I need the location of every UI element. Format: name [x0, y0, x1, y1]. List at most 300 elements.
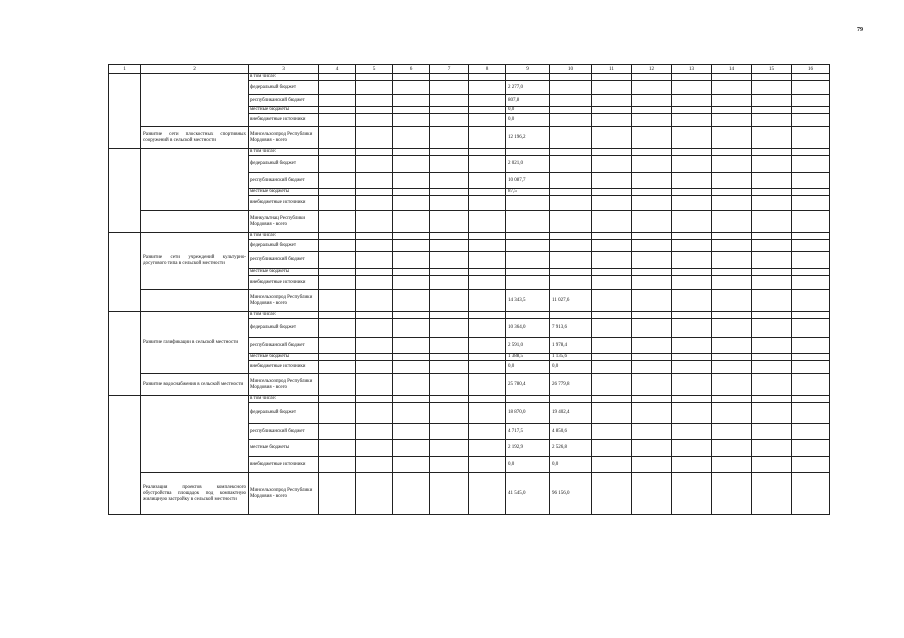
empty-cell	[792, 149, 830, 156]
empty-cell	[319, 156, 356, 173]
empty-cell	[672, 374, 712, 396]
empty-cell	[712, 189, 752, 196]
empty-cell	[792, 290, 830, 312]
empty-cell	[356, 269, 393, 276]
empty-cell	[430, 107, 469, 114]
empty-cell	[356, 211, 393, 233]
source-label-cell: местные бюджеты	[249, 107, 319, 114]
empty-cell	[592, 354, 632, 361]
empty-cell	[752, 189, 792, 196]
empty-cell	[469, 424, 506, 440]
empty-cell	[712, 403, 752, 424]
source-label-cell: внебюджетные источники	[249, 457, 319, 473]
empty-cell	[792, 457, 830, 473]
empty-cell	[592, 403, 632, 424]
empty-cell	[469, 473, 506, 515]
empty-cell	[393, 114, 430, 127]
empty-cell	[356, 156, 393, 173]
empty-cell	[792, 269, 830, 276]
empty-cell	[393, 440, 430, 457]
value-cell-col9	[506, 211, 550, 233]
table-row	[109, 74, 830, 81]
source-label-cell: Минсельхозпрод Республики Мордовия - всего	[249, 374, 319, 396]
empty-cell	[469, 107, 506, 114]
empty-cell	[752, 149, 792, 156]
value-cell-col9	[506, 240, 550, 252]
empty-cell	[469, 252, 506, 269]
empty-cell	[319, 240, 356, 252]
empty-cell	[752, 156, 792, 173]
empty-cell	[393, 196, 430, 211]
source-label-cell: в том числе:	[249, 312, 319, 319]
empty-cell	[356, 189, 393, 196]
value-cell-col10	[550, 156, 592, 173]
value-cell-col9	[506, 396, 550, 403]
empty-cell	[356, 396, 393, 403]
empty-cell	[393, 107, 430, 114]
empty-cell	[393, 127, 430, 149]
empty-cell	[792, 107, 830, 114]
empty-cell	[356, 319, 393, 338]
empty-cell	[792, 233, 830, 240]
source-label-cell: федеральный бюджет	[249, 81, 319, 95]
empty-cell	[356, 196, 393, 211]
empty-cell	[393, 240, 430, 252]
empty-cell	[469, 354, 506, 361]
header-cell: 4	[319, 65, 356, 74]
value-cell-col10: 0,0	[550, 457, 592, 473]
empty-cell	[752, 361, 792, 374]
value-cell-col9: 25 780,4	[506, 374, 550, 396]
value-cell-col10	[550, 127, 592, 149]
empty-cell	[792, 114, 830, 127]
empty-cell	[469, 127, 506, 149]
value-cell-col9	[506, 74, 550, 81]
empty-cell	[469, 95, 506, 107]
source-label-cell: в том числе:	[249, 74, 319, 81]
empty-cell	[752, 74, 792, 81]
value-cell-col9	[506, 269, 550, 276]
value-cell-col10	[550, 149, 592, 156]
value-cell-col9: 14 343,5	[506, 290, 550, 312]
empty-cell	[430, 457, 469, 473]
empty-cell	[712, 361, 752, 374]
empty-cell	[469, 440, 506, 457]
empty-cell	[393, 252, 430, 269]
empty-cell	[319, 233, 356, 240]
empty-cell	[356, 252, 393, 269]
empty-cell	[592, 269, 632, 276]
value-cell-col9	[506, 252, 550, 269]
empty-cell	[393, 354, 430, 361]
empty-cell	[393, 403, 430, 424]
empty-cell	[469, 173, 506, 189]
empty-cell	[469, 269, 506, 276]
empty-cell	[712, 107, 752, 114]
empty-cell	[752, 319, 792, 338]
source-label-cell: внебюджетные источники	[249, 276, 319, 290]
empty-cell	[752, 276, 792, 290]
empty-cell	[752, 440, 792, 457]
value-cell-col10	[550, 233, 592, 240]
empty-cell	[632, 233, 672, 240]
value-cell-col10: 0,0	[550, 361, 592, 374]
empty-cell	[430, 95, 469, 107]
value-cell-col10	[550, 252, 592, 269]
empty-cell	[393, 149, 430, 156]
empty-cell	[632, 149, 672, 156]
empty-cell	[792, 211, 830, 233]
empty-cell	[632, 127, 672, 149]
empty-cell	[672, 189, 712, 196]
value-cell-col10	[550, 269, 592, 276]
empty-cell	[319, 290, 356, 312]
empty-cell	[469, 319, 506, 338]
empty-cell	[393, 173, 430, 189]
empty-cell	[752, 107, 792, 114]
empty-cell	[792, 74, 830, 81]
measure-cell-empty	[141, 396, 249, 473]
empty-cell	[356, 276, 393, 290]
source-label-cell: республиканский бюджет	[249, 338, 319, 354]
empty-cell	[430, 403, 469, 424]
empty-cell	[469, 233, 506, 240]
empty-cell	[632, 424, 672, 440]
empty-cell	[356, 74, 393, 81]
empty-cell	[356, 240, 393, 252]
empty-cell	[592, 95, 632, 107]
empty-cell	[393, 156, 430, 173]
table-row	[109, 127, 830, 149]
measure-cell-empty	[141, 211, 249, 233]
header-cell: 5	[356, 65, 393, 74]
empty-cell	[592, 276, 632, 290]
empty-cell	[319, 211, 356, 233]
empty-cell	[430, 189, 469, 196]
source-label-cell: в том числе:	[249, 233, 319, 240]
empty-cell	[592, 81, 632, 95]
empty-cell	[672, 312, 712, 319]
empty-cell	[319, 440, 356, 457]
header-cell: 8	[469, 65, 506, 74]
value-cell-col10: 96 156,0	[550, 473, 592, 515]
empty-cell	[632, 81, 672, 95]
empty-cell	[632, 252, 672, 269]
empty-cell	[712, 319, 752, 338]
empty-cell	[672, 396, 712, 403]
empty-cell	[712, 473, 752, 515]
empty-cell	[712, 424, 752, 440]
empty-cell	[792, 440, 830, 457]
empty-cell	[592, 114, 632, 127]
empty-cell	[356, 403, 393, 424]
header-cell: 3	[249, 65, 319, 74]
value-cell-col10	[550, 196, 592, 211]
empty-cell	[672, 403, 712, 424]
empty-cell	[592, 424, 632, 440]
table-row	[109, 374, 830, 396]
value-cell-col9: 0,0	[506, 107, 550, 114]
empty-cell	[356, 424, 393, 440]
empty-cell	[319, 196, 356, 211]
header-cell: 11	[592, 65, 632, 74]
empty-cell	[632, 189, 672, 196]
source-label-cell: республиканский бюджет	[249, 173, 319, 189]
empty-cell	[672, 149, 712, 156]
empty-cell	[356, 95, 393, 107]
value-cell-col10	[550, 211, 592, 233]
empty-cell	[592, 457, 632, 473]
empty-cell	[752, 252, 792, 269]
empty-cell	[792, 252, 830, 269]
empty-cell	[592, 173, 632, 189]
value-cell-col9: 807,8	[506, 95, 550, 107]
empty-cell	[672, 74, 712, 81]
source-label-cell: внебюджетные источники	[249, 114, 319, 127]
empty-cell	[592, 440, 632, 457]
empty-cell	[712, 276, 752, 290]
empty-cell	[672, 211, 712, 233]
header-cell: 16	[792, 65, 830, 74]
empty-cell	[430, 127, 469, 149]
empty-cell	[752, 473, 792, 515]
empty-cell	[632, 95, 672, 107]
empty-cell	[672, 107, 712, 114]
empty-cell	[632, 211, 672, 233]
empty-cell	[319, 81, 356, 95]
measure-cell-empty	[141, 149, 249, 211]
empty-cell	[672, 233, 712, 240]
source-label-cell: республиканский бюджет	[249, 252, 319, 269]
empty-cell	[319, 338, 356, 354]
empty-cell	[752, 424, 792, 440]
source-label-cell: местные бюджеты	[249, 269, 319, 276]
value-cell-col9: 2 277,0	[506, 81, 550, 95]
value-cell-col10: 19 402,4	[550, 403, 592, 424]
value-cell-col10	[550, 95, 592, 107]
empty-cell	[592, 211, 632, 233]
value-cell-col9	[506, 233, 550, 240]
value-cell-col9: 2 192,9	[506, 440, 550, 457]
empty-cell	[430, 233, 469, 240]
source-label-cell: Минсельхозпрод Республики Мордовия - всего	[249, 290, 319, 312]
table-row	[109, 473, 830, 515]
empty-cell	[430, 211, 469, 233]
empty-cell	[672, 354, 712, 361]
empty-cell	[319, 457, 356, 473]
empty-cell	[469, 396, 506, 403]
empty-cell	[356, 81, 393, 95]
empty-cell	[356, 107, 393, 114]
measure-cell: Развитие сети учреждений культурно-досугового типа в сельской местности	[141, 233, 249, 290]
empty-cell	[319, 319, 356, 338]
empty-cell	[319, 374, 356, 396]
budget-table	[108, 64, 830, 515]
empty-cell	[752, 312, 792, 319]
empty-cell	[752, 196, 792, 211]
empty-cell	[430, 338, 469, 354]
empty-cell	[632, 403, 672, 424]
source-label-cell: Минсельхозпрод Республики Мордовия - всего	[249, 127, 319, 149]
empty-cell	[632, 114, 672, 127]
empty-cell	[592, 312, 632, 319]
empty-cell	[319, 473, 356, 515]
header-cell: 10	[550, 65, 592, 74]
empty-cell	[356, 312, 393, 319]
empty-cell	[752, 396, 792, 403]
empty-cell	[356, 374, 393, 396]
empty-cell	[632, 361, 672, 374]
empty-cell	[356, 173, 393, 189]
empty-cell	[632, 276, 672, 290]
header-cell: 7	[430, 65, 469, 74]
value-cell-col10: 1 135,6	[550, 354, 592, 361]
value-cell-col9: 87,5	[506, 189, 550, 196]
empty-cell	[469, 290, 506, 312]
empty-cell	[592, 290, 632, 312]
value-cell-col9	[506, 149, 550, 156]
empty-cell	[319, 107, 356, 114]
empty-cell	[430, 374, 469, 396]
value-cell-col10	[550, 396, 592, 403]
empty-cell	[469, 457, 506, 473]
empty-cell	[592, 319, 632, 338]
value-cell-col10: 1 978,4	[550, 338, 592, 354]
empty-cell	[632, 107, 672, 114]
empty-cell	[319, 424, 356, 440]
value-cell-col10: 4 850,6	[550, 424, 592, 440]
empty-cell	[672, 196, 712, 211]
empty-cell	[752, 127, 792, 149]
value-cell-col9: 0,0	[506, 457, 550, 473]
empty-cell	[792, 276, 830, 290]
empty-cell	[430, 173, 469, 189]
value-cell-col9: 1 388,5	[506, 354, 550, 361]
page-number: 79	[857, 27, 863, 33]
empty-cell	[356, 354, 393, 361]
empty-cell	[469, 211, 506, 233]
empty-cell	[469, 312, 506, 319]
empty-cell	[712, 440, 752, 457]
empty-cell	[430, 354, 469, 361]
empty-cell	[319, 149, 356, 156]
empty-cell	[792, 424, 830, 440]
value-cell-col9: 12 196,2	[506, 127, 550, 149]
empty-cell	[672, 290, 712, 312]
value-cell-col10: 26 779,8	[550, 374, 592, 396]
empty-cell	[632, 440, 672, 457]
empty-cell	[792, 319, 830, 338]
empty-cell	[592, 240, 632, 252]
value-cell-col10	[550, 240, 592, 252]
empty-cell	[712, 81, 752, 95]
empty-cell	[672, 276, 712, 290]
empty-cell	[393, 338, 430, 354]
empty-cell	[672, 127, 712, 149]
empty-cell	[356, 233, 393, 240]
empty-cell	[792, 189, 830, 196]
empty-cell	[469, 156, 506, 173]
empty-cell	[792, 240, 830, 252]
row-number-cell	[109, 233, 141, 312]
empty-cell	[712, 290, 752, 312]
empty-cell	[712, 149, 752, 156]
empty-cell	[393, 319, 430, 338]
empty-cell	[672, 440, 712, 457]
empty-cell	[712, 95, 752, 107]
empty-cell	[393, 233, 430, 240]
row-number-cell	[109, 396, 141, 515]
empty-cell	[752, 403, 792, 424]
header-cell: 9	[506, 65, 550, 74]
empty-cell	[319, 114, 356, 127]
empty-cell	[752, 374, 792, 396]
header-cell: 2	[141, 65, 249, 74]
empty-cell	[712, 156, 752, 173]
empty-cell	[430, 473, 469, 515]
empty-cell	[592, 189, 632, 196]
empty-cell	[469, 403, 506, 424]
source-label-cell: местные бюджеты	[249, 440, 319, 457]
empty-cell	[430, 290, 469, 312]
empty-cell	[672, 424, 712, 440]
empty-cell	[592, 338, 632, 354]
empty-cell	[752, 269, 792, 276]
empty-cell	[752, 114, 792, 127]
empty-cell	[752, 338, 792, 354]
source-label-cell: федеральный бюджет	[249, 156, 319, 173]
empty-cell	[712, 233, 752, 240]
header-cell: 6	[393, 65, 430, 74]
empty-cell	[430, 440, 469, 457]
header-cell: 13	[672, 65, 712, 74]
source-label-cell: республиканский бюджет	[249, 95, 319, 107]
value-cell-col9: 4 717,5	[506, 424, 550, 440]
empty-cell	[712, 457, 752, 473]
empty-cell	[672, 361, 712, 374]
empty-cell	[672, 473, 712, 515]
value-cell-col9: 18 870,0	[506, 403, 550, 424]
empty-cell	[672, 173, 712, 189]
empty-cell	[632, 312, 672, 319]
value-cell-col10	[550, 189, 592, 196]
value-cell-col9: 2 021,0	[506, 156, 550, 173]
row-number-cell	[109, 149, 141, 233]
empty-cell	[430, 74, 469, 81]
empty-cell	[592, 156, 632, 173]
empty-cell	[712, 74, 752, 81]
empty-cell	[712, 354, 752, 361]
table-row	[109, 290, 830, 312]
header-cell: 1	[109, 65, 141, 74]
table-row	[109, 211, 830, 233]
empty-cell	[592, 361, 632, 374]
empty-cell	[319, 269, 356, 276]
empty-cell	[592, 233, 632, 240]
empty-cell	[393, 374, 430, 396]
empty-cell	[430, 319, 469, 338]
value-cell-col9	[506, 276, 550, 290]
empty-cell	[632, 473, 672, 515]
value-cell-col9: 41 545,0	[506, 473, 550, 515]
empty-cell	[356, 361, 393, 374]
empty-cell	[393, 74, 430, 81]
empty-cell	[792, 473, 830, 515]
empty-cell	[469, 374, 506, 396]
empty-cell	[752, 290, 792, 312]
empty-cell	[752, 81, 792, 95]
empty-cell	[752, 95, 792, 107]
